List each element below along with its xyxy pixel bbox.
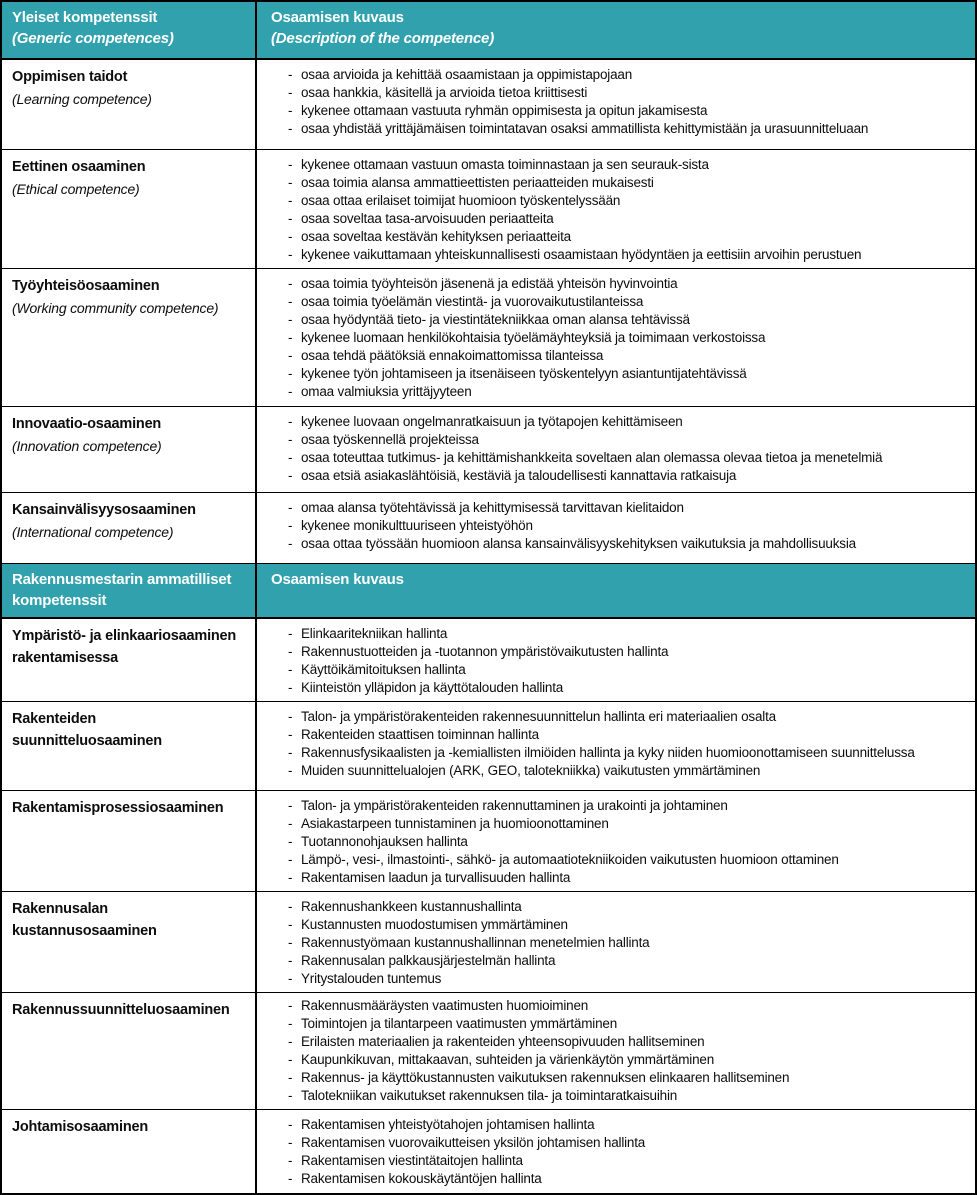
bullet-text: osaa toimia alansa ammattieettisten periaatteiden mukaisesti	[301, 175, 654, 190]
header-subtitle: (Generic competences)	[12, 30, 174, 47]
bullet-item	[257, 1116, 967, 1134]
bullet-text: kykenee monikulttuuriseen yhteistyöhön	[301, 518, 533, 533]
competence-name-cell	[2, 702, 257, 790]
bullet-dash: -	[288, 1016, 293, 1031]
bullet-dash: -	[288, 1135, 293, 1150]
bullet-dash: -	[288, 626, 293, 641]
bullet-text: Rakennusfysikaalisten ja -kemiallisten ilmiöiden hallinta ja kyky niiden huomioonottamiseen suunnittelussa	[301, 745, 915, 760]
bullet-dash: -	[288, 468, 293, 483]
competence-name-cell	[2, 993, 257, 1109]
competence-row	[2, 892, 975, 993]
competence-row	[2, 269, 975, 407]
section-header-professional	[2, 564, 975, 619]
bullet-item	[257, 1134, 967, 1152]
bullet-dash: -	[288, 917, 293, 932]
bullet-dash: -	[288, 211, 293, 226]
bullet-item	[257, 467, 967, 485]
bullet-item	[257, 365, 967, 383]
bullet-text: osaa tehdä päätöksiä ennakoimattomissa tilanteissa	[301, 348, 604, 363]
bullet-dash: -	[288, 348, 293, 363]
competence-description-cell	[257, 1110, 975, 1193]
bullet-text: kykenee työn johtamiseen ja itsenäiseen työskentelyyn asiantuntijatehtävissä	[301, 366, 747, 381]
bullet-dash: -	[288, 662, 293, 677]
bullet-text: Rakennustuotteiden ja -tuotannon ympäristövaikutusten hallinta	[301, 644, 669, 659]
bullet-text: osaa soveltaa tasa-arvoisuuden periaatteita	[301, 211, 554, 226]
bullet-item	[257, 192, 967, 210]
bullet-item	[257, 174, 967, 192]
bullet-text: Rakentamisen vuorovaikutteisen yksilön johtamisen hallinta	[301, 1135, 646, 1150]
bullet-item	[257, 84, 967, 102]
bullet-text: Talotekniikan vaikutukset rakennuksen tila- ja toimintaratkaisuihin	[301, 1088, 678, 1103]
bullet-text: omaa valmiuksia yrittäjyyteen	[301, 384, 472, 399]
competence-name-cell	[2, 493, 257, 563]
bullet-item	[257, 1015, 967, 1033]
competence-name-cell	[2, 269, 257, 406]
competence-description-cell	[257, 892, 975, 992]
bullet-dash: -	[288, 103, 293, 118]
bullet-item	[257, 413, 967, 431]
section-header-left-cell	[2, 564, 257, 617]
bullet-dash: -	[288, 763, 293, 778]
competence-name-cell	[2, 619, 257, 701]
competence-description-cell	[257, 493, 975, 563]
bullet-dash: -	[288, 414, 293, 429]
competence-title: Rakenteiden suunnitteluosaaminen	[12, 711, 162, 749]
bullet-text: osaa toimia työyhteisön jäsenenä ja edistää yhteisön hyvinvointia	[301, 276, 678, 291]
bullet-item	[257, 449, 967, 467]
bullet-item	[257, 679, 967, 697]
bullet-text: Rakennusmääräysten vaatimusten huomioiminen	[301, 998, 589, 1013]
bullet-item	[257, 329, 967, 347]
bullet-text: Asiakastarpeen tunnistaminen ja huomioonottaminen	[301, 816, 609, 831]
bullet-text: Erilaisten materiaalien ja rakenteiden yhteensopivuuden hallitseminen	[301, 1034, 705, 1049]
section-header-generic	[2, 2, 975, 60]
competence-title: Työyhteisöosaaminen	[12, 278, 160, 294]
header-title: Rakennusmestarin ammatilliset kompetenssit	[12, 571, 232, 609]
competence-title: Oppimisen taidot	[12, 69, 128, 85]
bullet-dash: -	[288, 276, 293, 291]
bullet-text: osaa etsiä asiakaslähtöisiä, kestäviä ja taloudellisesti kannattavia ratkaisuja	[301, 468, 737, 483]
bullet-dash: -	[288, 998, 293, 1013]
bullet-text: osaa yhdistää yrittäjämäisen toimintatavan osaksi ammatillista kehittymistään ja urasuunnitteluaan	[301, 121, 869, 136]
bullet-dash: -	[288, 193, 293, 208]
competence-row	[2, 407, 975, 493]
competence-name-cell	[2, 892, 257, 992]
section-header-right-cell	[257, 2, 975, 58]
bullet-text: osaa hyödyntää tieto- ja viestintätekniikkaa oman alansa tehtävissä	[301, 312, 690, 327]
bullet-text: Käyttöikämitoituksen hallinta	[301, 662, 466, 677]
competence-subtitle: (International competence)	[12, 524, 174, 540]
bullet-item	[257, 1170, 967, 1188]
competence-name-cell	[2, 791, 257, 891]
bullet-text: kykenee ottamaan vastuuta ryhmän oppimisesta ja opitun jakamisesta	[301, 103, 708, 118]
bullet-text: osaa soveltaa kestävän kehityksen periaatteita	[301, 229, 571, 244]
competence-name-cell	[2, 150, 257, 268]
bullet-text: Rakentamisen viestintätaitojen hallinta	[301, 1153, 523, 1168]
competence-title: Ympäristö- ja elinkaariosaaminen rakentamisessa	[12, 628, 237, 666]
bullet-dash: -	[288, 518, 293, 533]
bullet-text: omaa alansa työtehtävissä ja kehittymisessä tarvittavan kielitaidon	[301, 500, 684, 515]
bullet-text: Lämpö-, vesi-, ilmastointi-, sähkö- ja automaatiotekniikoiden vaikutusten huomioon ottaminen	[301, 852, 839, 867]
bullet-text: Rakentamisen kokouskäytäntöjen hallinta	[301, 1171, 542, 1186]
bullet-item	[257, 228, 967, 246]
competence-row	[2, 702, 975, 791]
competence-title: Rakennusalan kustannusosaaminen	[12, 901, 157, 939]
competence-description-cell	[257, 269, 975, 406]
bullet-dash: -	[288, 971, 293, 986]
bullet-item	[257, 66, 967, 84]
bullet-text: osaa arvioida ja kehittää osaamistaan ja oppimistapojaan	[301, 67, 633, 82]
competence-row	[2, 619, 975, 702]
bullet-dash: -	[288, 798, 293, 813]
bullet-item	[257, 383, 967, 401]
competence-title: Rakennussuunnitteluosaaminen	[12, 1002, 230, 1018]
bullet-dash: -	[288, 157, 293, 172]
bullet-item	[257, 311, 967, 329]
bullet-text: Muiden suunnittelualojen (ARK, GEO, talotekniikka) vaikutusten ymmärtäminen	[301, 763, 761, 778]
bullet-text: Rakennushankkeen kustannushallinta	[301, 899, 522, 914]
competence-description-cell	[257, 407, 975, 492]
bullet-dash: -	[288, 935, 293, 950]
header-description-title: Osaamisen kuvaus	[271, 571, 404, 588]
bullet-dash: -	[288, 852, 293, 867]
competence-description-cell	[257, 60, 975, 149]
bullet-item	[257, 833, 967, 851]
bullet-item	[257, 1051, 967, 1069]
competence-title: Johtamisosaaminen	[12, 1119, 149, 1135]
bullet-text: osaa työskennellä projekteissa	[301, 432, 479, 447]
bullet-item	[257, 293, 967, 311]
bullet-text: Talon- ja ympäristörakenteiden rakennesuunnittelun hallinta eri materiaalien osalta	[301, 709, 776, 724]
bullet-dash: -	[288, 500, 293, 515]
competence-name-cell	[2, 407, 257, 492]
bullet-text: Rakentamisen laadun ja turvallisuuden hallinta	[301, 870, 571, 885]
competence-subtitle: (Working community competence)	[12, 300, 219, 316]
bullet-item	[257, 997, 967, 1015]
bullet-dash: -	[288, 247, 293, 262]
bullet-item	[257, 431, 967, 449]
competence-subtitle: (Ethical competence)	[12, 181, 140, 197]
bullet-item	[257, 744, 967, 762]
bullet-dash: -	[288, 536, 293, 551]
competence-title: Eettinen osaaminen	[12, 159, 146, 175]
competence-description-cell	[257, 702, 975, 790]
bullet-item	[257, 517, 967, 535]
bullet-dash: -	[288, 1171, 293, 1186]
bullet-dash: -	[288, 727, 293, 742]
bullet-dash: -	[288, 121, 293, 136]
bullet-dash: -	[288, 745, 293, 760]
bullet-dash: -	[288, 953, 293, 968]
competence-description-cell	[257, 993, 975, 1109]
bullet-text: kykenee vaikuttamaan yhteiskunnallisesti osaamistaan hyödyntäen ja eettisiin arvoihin perustuen	[301, 247, 862, 262]
bullet-item	[257, 246, 967, 264]
bullet-text: Talon- ja ympäristörakenteiden rakennuttaminen ja urakointi ja johtaminen	[301, 798, 728, 813]
bullet-item	[257, 102, 967, 120]
bullet-item	[257, 625, 967, 643]
bullet-dash: -	[288, 834, 293, 849]
bullet-dash: -	[288, 1034, 293, 1049]
competence-row	[2, 791, 975, 892]
competence-name-cell	[2, 60, 257, 149]
competence-subtitle: (Innovation competence)	[12, 438, 162, 454]
bullet-item	[257, 1069, 967, 1087]
bullet-dash: -	[288, 899, 293, 914]
bullet-text: kykenee ottamaan vastuun omasta toiminnastaan ja sen seurauk-sista	[301, 157, 709, 172]
competence-row	[2, 150, 975, 269]
bullet-item	[257, 661, 967, 679]
bullet-item	[257, 970, 967, 988]
bullet-dash: -	[288, 366, 293, 381]
bullet-item	[257, 275, 967, 293]
competence-row	[2, 993, 975, 1110]
bullet-text: kykenee luovaan ongelmanratkaisuun ja työtapojen kehittämiseen	[301, 414, 683, 429]
bullet-text: Tuotannonohjauksen hallinta	[301, 834, 468, 849]
bullet-item	[257, 120, 967, 138]
bullet-dash: -	[288, 1052, 293, 1067]
bullet-dash: -	[288, 229, 293, 244]
bullet-item	[257, 869, 967, 887]
competence-description-cell	[257, 791, 975, 891]
bullet-dash: -	[288, 1070, 293, 1085]
bullet-item	[257, 499, 967, 517]
bullet-text: Rakennustyömaan kustannushallinnan menetelmien hallinta	[301, 935, 650, 950]
bullet-dash: -	[288, 312, 293, 327]
bullet-dash: -	[288, 1153, 293, 1168]
bullet-dash: -	[288, 1117, 293, 1132]
competence-subtitle: (Learning competence)	[12, 91, 152, 107]
header-description-title: Osaamisen kuvaus	[271, 9, 404, 26]
competence-title: Innovaatio-osaaminen	[12, 416, 162, 432]
bullet-text: Rakennusalan palkkausjärjestelmän hallinta	[301, 953, 556, 968]
competence-title: Rakentamisprosessiosaaminen	[12, 800, 224, 816]
bullet-item	[257, 898, 967, 916]
bullet-item	[257, 210, 967, 228]
bullet-text: osaa ottaa erilaiset toimijat huomioon työskentelyssään	[301, 193, 621, 208]
bullet-text: Rakentamisen yhteistyötahojen johtamisen hallinta	[301, 1117, 595, 1132]
bullet-text: Elinkaaritekniikan hallinta	[301, 626, 448, 641]
bullet-text: osaa toimia työelämän viestintä- ja vuorovaikutustilanteissa	[301, 294, 644, 309]
bullet-text: Rakennus- ja käyttökustannusten vaikutuksen rakennuksen elinkaaren hallitseminen	[301, 1070, 790, 1085]
bullet-dash: -	[288, 870, 293, 885]
bullet-item	[257, 1087, 967, 1105]
bullet-text: osaa hankkia, käsitellä ja arvioida tietoa kriittisesti	[301, 85, 588, 100]
bullet-dash: -	[288, 432, 293, 447]
bullet-item	[257, 1033, 967, 1051]
header-description-subtitle: (Description of the competence)	[271, 30, 494, 47]
bullet-dash: -	[288, 384, 293, 399]
bullet-text: Yritystalouden tuntemus	[301, 971, 442, 986]
bullet-text: osaa ottaa työssään huomioon alansa kansainvälisyyskehityksen vaikutuksia ja mahdollisuuksia	[301, 536, 856, 551]
bullet-item	[257, 156, 967, 174]
bullet-item	[257, 797, 967, 815]
bullet-text: osaa toteuttaa tutkimus- ja kehittämishankkeita soveltaen alan olemassa olevaa tietoa ja menetelmiä	[301, 450, 883, 465]
bullet-text: Kaupunkikuvan, mittakaavan, suhteiden ja värienkäytön ymmärtäminen	[301, 1052, 715, 1067]
bullet-item	[257, 708, 967, 726]
bullet-dash: -	[288, 85, 293, 100]
bullet-item	[257, 643, 967, 661]
bullet-dash: -	[288, 175, 293, 190]
competence-title: Kansainvälisyysosaaminen	[12, 502, 196, 518]
bullet-item	[257, 535, 967, 553]
bullet-dash: -	[288, 709, 293, 724]
bullet-dash: -	[288, 330, 293, 345]
bullet-item	[257, 1152, 967, 1170]
section-header-left-cell	[2, 2, 257, 58]
header-title: Yleiset kompetenssit	[12, 9, 158, 26]
section-header-right-cell	[257, 564, 975, 617]
bullet-item	[257, 851, 967, 869]
bullet-dash: -	[288, 680, 293, 695]
bullet-item	[257, 726, 967, 744]
competence-row	[2, 493, 975, 564]
bullet-text: Toimintojen ja tilantarpeen vaatimusten ymmärtäminen	[301, 1016, 618, 1031]
bullet-dash: -	[288, 816, 293, 831]
bullet-item	[257, 815, 967, 833]
bullet-text: Kiinteistön ylläpidon ja käyttötalouden hallinta	[301, 680, 564, 695]
bullet-dash: -	[288, 644, 293, 659]
bullet-item	[257, 952, 967, 970]
bullet-item	[257, 916, 967, 934]
bullet-item	[257, 934, 967, 952]
bullet-item	[257, 347, 967, 365]
competence-description-cell	[257, 619, 975, 701]
competence-row	[2, 1110, 975, 1193]
bullet-text: Rakenteiden staattisen toiminnan hallinta	[301, 727, 539, 742]
bullet-text: kykenee luomaan henkilökohtaisia työelämäyhteyksiä ja toimimaan verkostoissa	[301, 330, 766, 345]
bullet-dash: -	[288, 67, 293, 82]
bullet-text: Kustannusten muodostumisen ymmärtäminen	[301, 917, 568, 932]
bullet-dash: -	[288, 1088, 293, 1103]
bullet-dash: -	[288, 450, 293, 465]
competence-row	[2, 60, 975, 150]
bullet-item	[257, 762, 967, 780]
bullet-dash: -	[288, 294, 293, 309]
competence-name-cell	[2, 1110, 257, 1193]
competence-description-cell	[257, 150, 975, 268]
